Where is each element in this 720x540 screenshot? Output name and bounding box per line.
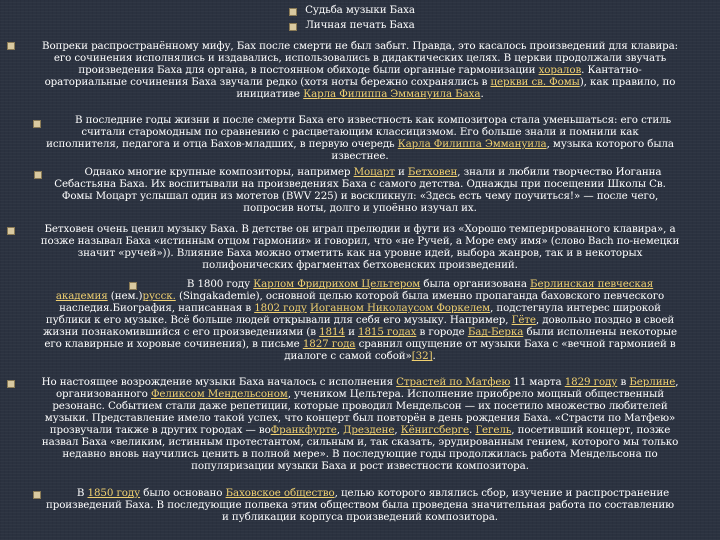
link-hegel[interactable]: Гегель <box>475 424 512 436</box>
para6-line: резонанс. Событием стали даже репетиции, которые проводил Мендельсон — их посетило множество любителей <box>52 400 668 412</box>
text-segment: В 1800 году <box>186 278 254 290</box>
heading-personal-seal: Личная печать Баха <box>305 19 415 31</box>
text-segment: 11 марта <box>510 376 565 388</box>
para2-line: В последние годы жизни и после смерти Баха его известность как композитора стала уменьшаться: его стиль <box>74 114 672 126</box>
link-beethoven[interactable]: Бетховен <box>407 166 458 178</box>
text-segment: , знали и любили творчество Иоганна <box>457 166 662 178</box>
link-1850[interactable]: 1850 году <box>87 487 141 499</box>
text-segment: и <box>394 166 408 178</box>
link-goethe[interactable]: Гёте <box>511 314 536 326</box>
text-segment: , музыка которого была <box>546 138 674 150</box>
para5-line <box>14 302 706 314</box>
text-segment: , целью которого являлись сбор, изучение и распространение <box>334 487 670 499</box>
text-segment: была организована <box>420 278 531 290</box>
text-segment: организованного <box>55 388 151 400</box>
para2-line <box>14 138 706 150</box>
para7-line: и публикации корпуса произведений композитора. <box>222 511 498 523</box>
text-segment: Но настоящее возрождение музыки Баха началось с исполнения <box>41 376 397 388</box>
text-segment: , учеником Цельтера. Исполнение приобрело мощный общественный <box>287 388 665 400</box>
link-st-matthew-passion[interactable]: Страстей по Матфею <box>396 376 511 388</box>
text-segment: . <box>468 424 476 436</box>
text-segment: В <box>76 487 88 499</box>
text-segment: ), как правило, по <box>579 76 676 88</box>
para5-line <box>14 350 706 362</box>
para1-line <box>14 64 706 76</box>
link-russian[interactable]: русск. <box>142 290 176 302</box>
text-segment: наследия.Биография, написанная в <box>59 302 255 314</box>
para5-line <box>14 290 706 302</box>
text-segment: , <box>675 376 679 388</box>
text-segment: диалоге с самой собой» <box>284 350 412 362</box>
para3-line <box>40 166 706 178</box>
link-cpe-bach[interactable]: Карла Филиппа Эммануила <box>397 138 547 150</box>
link-bach-society[interactable]: Баховское общество <box>225 487 335 499</box>
text-segment: было основано <box>140 487 226 499</box>
text-segment: . Кантатно- <box>581 64 642 76</box>
para7-line <box>40 487 706 499</box>
para4-line: полифонических фрагментах бетховенских произведений. <box>202 259 518 271</box>
text-segment: публики к его музыке. Всё больше людей открывали для себя его музыку. Например, <box>45 314 512 326</box>
text-segment: (нем.) <box>107 290 143 302</box>
text-segment: жизни познакомившийся с его произведениями (в <box>43 326 320 338</box>
heading-fate-of-music: Судьба музыки Баха <box>305 4 415 16</box>
text-segment: исполнителя, педагога и отца Бахов-младших, в первую очередь <box>46 138 398 150</box>
link-mozart[interactable]: Моцарт <box>353 166 395 178</box>
text-segment: ораториальные сочинения Баха звучали редко (хотя ноты бережно сохранялись в <box>44 76 491 88</box>
link-chorales[interactable]: хоралов <box>538 64 582 76</box>
para1-line: его сочинения исполнялись и издавались, использовались в дидактических целях. В церкви продолжали звучать <box>53 52 667 64</box>
link-1814[interactable]: 1814 <box>319 326 345 338</box>
para6-line: популяризации музыки Баха и рост известности композитора. <box>191 460 529 472</box>
text-segment: , <box>394 424 401 436</box>
link-footnote-32[interactable]: [32] <box>411 350 433 362</box>
link-1827[interactable]: 1827 года <box>302 338 356 350</box>
text-segment: произведения Баха для органа, в постоянном обиходе были органные гармонизации <box>78 64 539 76</box>
para1-line: Вопреки распространённому мифу, Бах после смерти не был забыт. Правда, это касалось произведений для клавира: <box>41 40 678 52</box>
para5-line <box>14 326 706 338</box>
text-segment: . <box>432 350 436 362</box>
para1-line <box>14 76 706 88</box>
link-1802[interactable]: 1802 году <box>254 302 307 314</box>
text-segment: , <box>336 424 344 436</box>
para6-line: назвал Баха «великим, истинным протестантом, сильным и, так сказать, эрудированным гением, которого мы только <box>41 436 679 448</box>
text-segment: были исполнены некоторые <box>523 326 677 338</box>
para2-line: считали старомодным по сравнению с расцветающим классицизмом. Его больше знали и помнили как <box>81 126 639 138</box>
link-1829[interactable]: 1829 году <box>564 376 618 388</box>
para3-line: Фомы Моцарт услышал один из мотетов (BWV 225) и воскликнул: «Здесь есть чему поучиться!» — после чего, <box>61 190 659 202</box>
link-forkel[interactable]: Иоганном Николаусом Форкелем <box>309 302 491 314</box>
para5-line <box>140 278 700 290</box>
link-singakademie[interactable]: академия <box>55 290 108 302</box>
link-berlin[interactable]: Берлине <box>629 376 676 388</box>
para7-line: произведений Баха. В последующие полвека этим обществом была проведена значительная работа по составлению <box>45 499 675 511</box>
text-segment: , подстегнула интерес широкой <box>490 302 661 314</box>
text-segment: , довольно поздно в своей <box>535 314 675 326</box>
link-st-thomas-church[interactable]: церкви св. Фомы <box>490 76 580 88</box>
text-segment: в городе <box>416 326 468 338</box>
link-konigsberg[interactable]: Кёнигсберге <box>400 424 469 436</box>
link-1815[interactable]: 1815 годах <box>358 326 417 338</box>
text-segment: прозвучали также в других городах — во <box>49 424 271 436</box>
text-segment: его клавирные и хоровые сочинения), в письме <box>44 338 303 350</box>
link-bad-berka[interactable]: Бад-Берка <box>467 326 524 338</box>
text-segment: в <box>617 376 630 388</box>
text-segment: (Singakademie), основной целью которой была именно пропаганда баховского певческого <box>175 290 665 302</box>
bullet-icon <box>129 282 137 290</box>
para6-line: недавно вновь научились ценить в полной мере». В последующие годы продолжилась работа Мендельсона по <box>62 448 658 460</box>
link-zelter[interactable]: Карлом Фридрихом Цельтером <box>253 278 421 290</box>
para6-line: музыки. Представление имело такой успех, что концерт был повторён в день рождения Баха. «Страсти по Матфею» <box>44 412 676 424</box>
para6-line <box>14 424 706 436</box>
text-segment: . <box>480 88 484 100</box>
text-segment: и <box>344 326 359 338</box>
link-frankfurt[interactable]: Франкфурте <box>270 424 337 436</box>
para4-line: позже называл Баха «истинным отцом гармонии» и говорил, что «не Ручей, а Море ему имя» (слово Bach по-немецки <box>40 235 680 247</box>
para4-line: значит «ручей»)). Влияние Баха можно отметить как на уровне идей, выбора жанров, так и в некоторых <box>77 247 643 259</box>
link-dresden[interactable]: Дрездене <box>343 424 395 436</box>
text-segment: Однако многие крупные композиторы, например <box>84 166 354 178</box>
text-segment: инициативе <box>236 88 304 100</box>
para6-line <box>14 376 706 388</box>
text-segment: , посетивший концерт, позже <box>511 424 671 436</box>
para5-line <box>14 314 706 326</box>
para3-line: Себастьяна Баха. Их воспитывали на произведениях Баха с самого детства. Однажды при посещении Школы Св. <box>54 178 666 190</box>
para2-line: известнее. <box>331 150 389 162</box>
link-cpe-bach[interactable]: Карла Филиппа Эммануила Баха <box>303 88 481 100</box>
text-segment: сравнил ощущение от музыки Баха с «вечной гармонией в <box>355 338 676 350</box>
link-mendelssohn[interactable]: Феликсом Мендельсоном <box>150 388 288 400</box>
para4-line: Бетховен очень ценил музыку Баха. В детстве он играл прелюдии и фуги из «Хорошо темперированного клавира», а <box>44 223 676 235</box>
para1-line <box>14 88 706 100</box>
para3-line: попросив ноты, долго и упоённо изучал их. <box>243 202 477 214</box>
para5-line <box>14 338 706 350</box>
para6-line <box>14 388 706 400</box>
link-singakademie[interactable]: Берлинская певческая <box>530 278 654 290</box>
